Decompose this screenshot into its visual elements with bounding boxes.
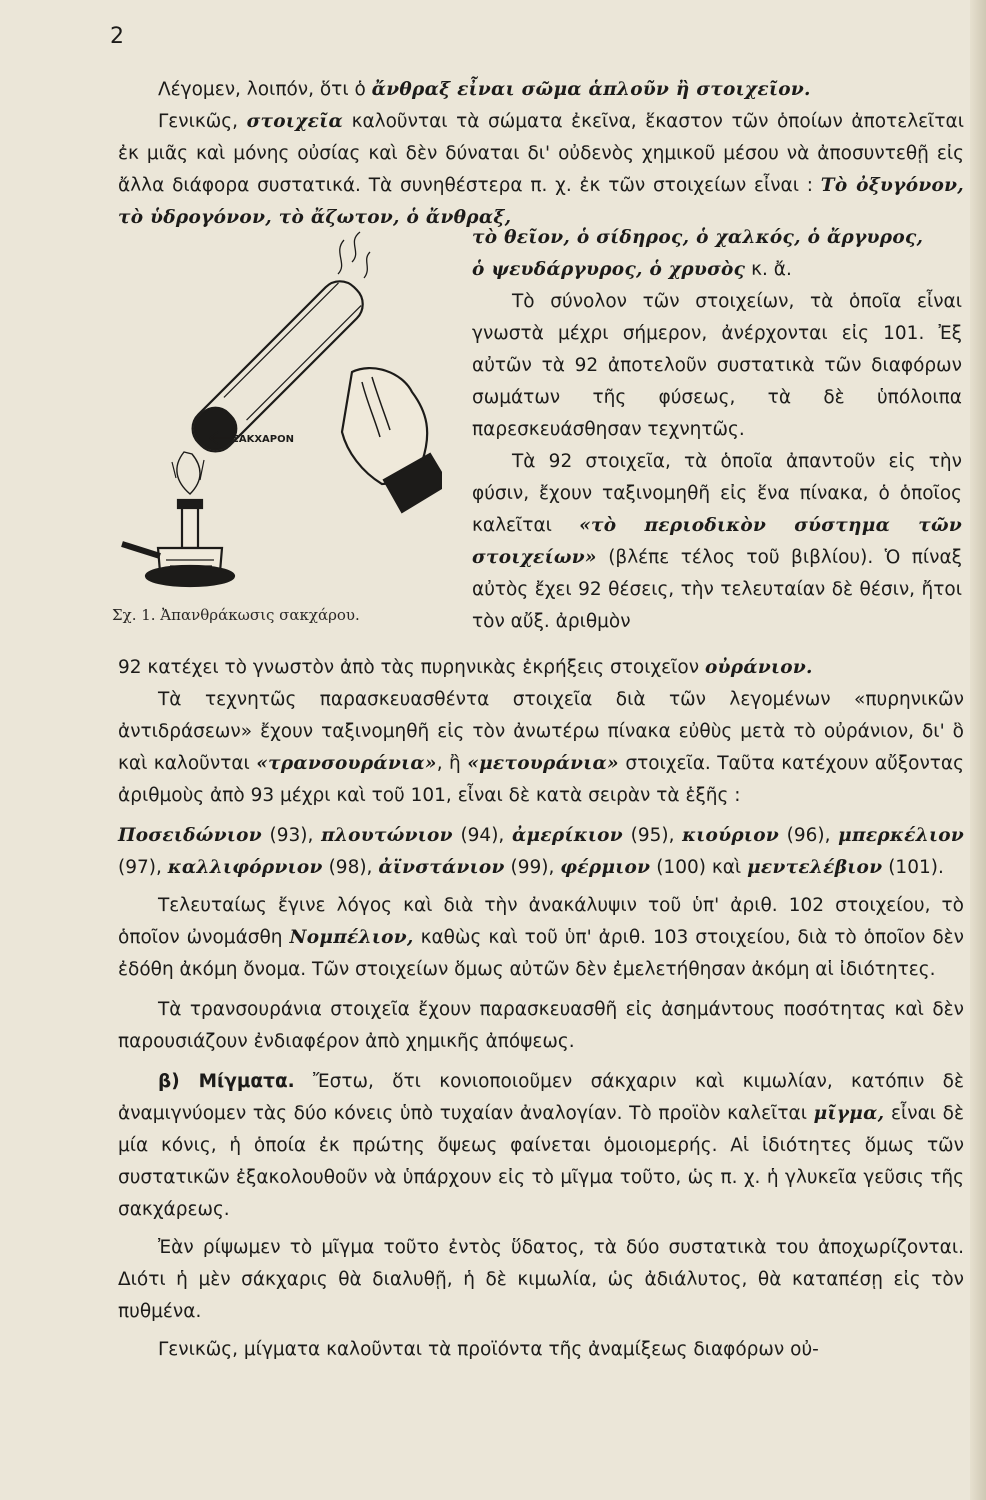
- figure-sugar-carbonization: [112, 222, 442, 642]
- elements-line-2: [472, 222, 962, 254]
- paragraph-7: Τὰ τρανσουράνια στοιχεῖα ἔχουν παρασκευασθῆ εἰς ἀσημάντους ποσότητας καὶ δὲν παρουσιάζουν ἐνδιαφέρον ἀπὸ χημικῆς ἀπόψεως.: [118, 999, 964, 1052]
- paragraph-4-continued: [118, 652, 964, 684]
- p2-elements-line2: τὸ θεῖον, ὁ σίδηρος, ὁ χαλκός, ὁ ἄργυρος,: [472, 227, 924, 248]
- section-heading-mixtures: β) Μίγματα.: [158, 1071, 295, 1092]
- burner-tube-icon: [182, 504, 198, 548]
- p2-term-stoicheia: στοιχεῖα: [246, 111, 343, 132]
- p2-text-start: Γενικῶς,: [158, 111, 247, 132]
- element-number: (101).: [882, 857, 944, 878]
- p5-transuranium: «τρανσουράνια»: [256, 753, 437, 774]
- p1-emphasis: ἄνθραξ εἶναι σῶμα ἁπλοῦν ἢ στοιχεῖον.: [371, 79, 811, 100]
- test-tube-burner-illustration: [112, 222, 442, 602]
- paragraph-4: [472, 446, 962, 638]
- element-name: ἀϊνστάνιον: [378, 857, 505, 878]
- elements-line-3: [472, 254, 962, 286]
- paragraph-3: Τὸ σύνολον τῶν στοιχείων, τὰ ὁποῖα εἶναι γνωστὰ μέχρι σήμερον, ἀνέρχονται εἰς 101. Ἐξ αὐτῶν τὰ 92 ἀποτελοῦν συστατικὰ τῶν διαφόρων σωμάτων τῆς φύσεως, τὰ δὲ ὑπόλοιπα παρεσκευάσθησαν τεχνητῶς.: [472, 291, 962, 440]
- element-name: μεντελέβιον: [747, 857, 883, 878]
- paragraph-6: [118, 890, 964, 986]
- element-name: πλουτώνιον: [321, 825, 453, 846]
- element-number: (99),: [504, 857, 561, 878]
- p8-term-mixture: μῖγμα,: [813, 1103, 885, 1124]
- p5-text-end: στοιχεῖα. Ταῦτα κατέχουν αὔξοντας ἀριθμοὺς ἀπὸ 93 μέχρι καὶ τοῦ 101, εἶναι δὲ κατὰ σειρὰν τὰ ἑξῆς :: [118, 753, 964, 806]
- p2-elements-tail: κ. ἄ.: [745, 259, 792, 280]
- top-text-block: [118, 74, 964, 234]
- element-number: (95),: [622, 825, 683, 846]
- element-number: (98),: [322, 857, 379, 878]
- page-edge-shadow: [970, 0, 986, 1500]
- paragraph-8: [118, 1066, 964, 1226]
- paragraph-1: [118, 74, 964, 106]
- p8-text-start: Ἔστω, ὅτι κονιοποιοῦμεν σάκχαριν καὶ κιμωλίαν, κατόπιν δὲ ἀναμιγνύομεν τὰς δύο κόνεις ὑπὸ τυχαίαν ἀναλογίαν. Τὸ προϊὸν καλεῖται: [118, 1071, 964, 1124]
- p6-text-end: καθὼς καὶ τοῦ ὑπ' ἀριθ. 103 στοιχείου, διὰ τὸ ὁποῖον δὲν ἐδόθη ἀκόμη ὄνομα. Τῶν στοιχείων ὅμως αὐτῶν δὲν ἐμελετήθησαν ἀκόμη αἱ ἰδιότητες.: [118, 927, 964, 980]
- element-number: (93),: [261, 825, 322, 846]
- figure-label: ΣΑΚΧΑΡΟΝ: [232, 434, 294, 445]
- flame-icon: [177, 452, 200, 494]
- sugar-char-icon: [187, 400, 244, 457]
- element-name: κιούριον: [682, 825, 779, 846]
- element-name: φέρμιον: [560, 857, 651, 878]
- paragraph-2: [118, 106, 964, 234]
- element-name: μπερκέλιον: [838, 825, 964, 846]
- element-name: Ποσειδώνιον: [118, 825, 262, 846]
- p4-cont-text: 92 κατέχει τὸ γνωστὸν ἀπὸ τὰς πυρηνικὰς ἐκρήξεις στοιχεῖον: [118, 657, 705, 678]
- element-number: (97),: [118, 857, 168, 878]
- paragraph-5: [118, 684, 964, 812]
- p5-metouranium: «μετουράνια»: [467, 753, 619, 774]
- element-name: ἀμερίκιον: [511, 825, 623, 846]
- p1-text: Λέγομεν, λοιπόν, ὅτι ὁ: [158, 79, 372, 100]
- p2-text-mid: καλοῦνται τὰ σώματα ἐκεῖνα, ἕκαστον τῶν ὁποίων ἀποτελεῖται ἐκ μιᾶς καὶ μόνης οὐσίας καὶ δὲν δύναται δι' οὐδενὸς χημικοῦ μέσου νὰ ἀποσυντεθῇ εἰς ἄλλα διάφορα συστατικά. Τὰ συνηθέστερα π. χ. ἐκ τῶν στοιχείων εἶναι :: [118, 111, 964, 196]
- element-number: (96),: [778, 825, 839, 846]
- figure-caption: Σχ. 1. Ἀπανθράκωσις σακχάρου.: [112, 606, 360, 624]
- p2-elements-line3: ὁ ψευδάργυρος, ὁ χρυσὸς: [472, 259, 746, 280]
- p4-periodic-system: «τὸ περιοδικὸν σύστημα τῶν στοιχείων»: [472, 515, 962, 568]
- p5-text-start: Τὰ τεχνητῶς παρασκευασθέντα στοιχεῖα διὰ τῶν λεγομένων «πυρηνικῶν ἀντιδράσεων» ἔχουν ταξινομηθῆ εἰς τὸν ἀνωτέρω πίνακα εὐθὺς μετὰ τὸ οὐράνιον, δι' ὃ καὶ καλοῦνται: [118, 689, 964, 774]
- p4-text-end: (βλέπε τέλος τοῦ βιβλίου). Ὁ πίναξ αὐτὸς ἔχει 92 θέσεις, τὴν τελευταίαν δὲ θέσιν, ἤτοι τὸν αὔξ. ἀριθμὸν: [472, 547, 962, 632]
- p4-text-start: Τὰ 92 στοιχεῖα, τὰ ὁποῖα ἀπαντοῦν εἰς τὴν φύσιν, ἔχουν ταξινομηθῆ εἰς ἕνα πίνακα, ὁ ὁποῖος καλεῖται: [472, 451, 962, 536]
- p4-uranium: οὐράνιον.: [704, 657, 813, 678]
- element-number: (100) καὶ: [650, 857, 748, 878]
- p5-text-mid: , ἢ: [436, 753, 468, 774]
- element-list: [118, 820, 964, 884]
- paragraph-9: Ἐὰν ρίψωμεν τὸ μῖγμα τοῦτο ἐντὸς ὕδατος, τὰ δύο συστατικὰ του ἀποχωρίζονται. Διότι ἡ μὲν σάκχαρις θὰ διαλυθῇ, ἡ δὲ κιμωλία, ὡς ἀδιάλυτος, θὰ καταπέσῃ εἰς τὸν πυθμένα.: [118, 1237, 964, 1322]
- p8-text-end: εἶναι δὲ μία κόνις, ἡ ὁποία ἐκ πρώτης ὄψεως φαίνεται ὁμοιομερής. Αἱ ἰδιότητες ὅμως τῶν συστατικῶν ἐξακολουθοῦν νὰ ὑπάρχουν εἰς τὸ μῖγμα τοῦτο, ὡς π. χ. ἡ γλυκεῖα γεῦσις τῆς σακχάρεως.: [118, 1103, 964, 1220]
- wrapped-column: [472, 222, 962, 638]
- page-number: 2: [110, 24, 124, 49]
- p6-nobelium: Νομπέλιον,: [289, 927, 414, 948]
- element-name: καλλιφόρνιον: [167, 857, 323, 878]
- lower-text-block: [118, 652, 964, 1366]
- p2-elements-line1: Τὸ ὀξυγόνον, τὸ ὑδρογόνον, τὸ ἄζωτον, ὁ ἄνθραξ,: [118, 175, 964, 228]
- paragraph-10: Γενικῶς, μίγματα καλοῦνται τὰ προϊόντα τῆς ἀναμίξεως διαφόρων οὐ-: [158, 1339, 819, 1360]
- p6-text-start: Τελευταίως ἔγινε λόγος καὶ διὰ τὴν ἀνακάλυψιν τοῦ ὑπ' ἀριθ. 102 στοιχείου, τὸ ὁποῖον ὠνομάσθη: [118, 895, 964, 948]
- element-number: (94),: [452, 825, 512, 846]
